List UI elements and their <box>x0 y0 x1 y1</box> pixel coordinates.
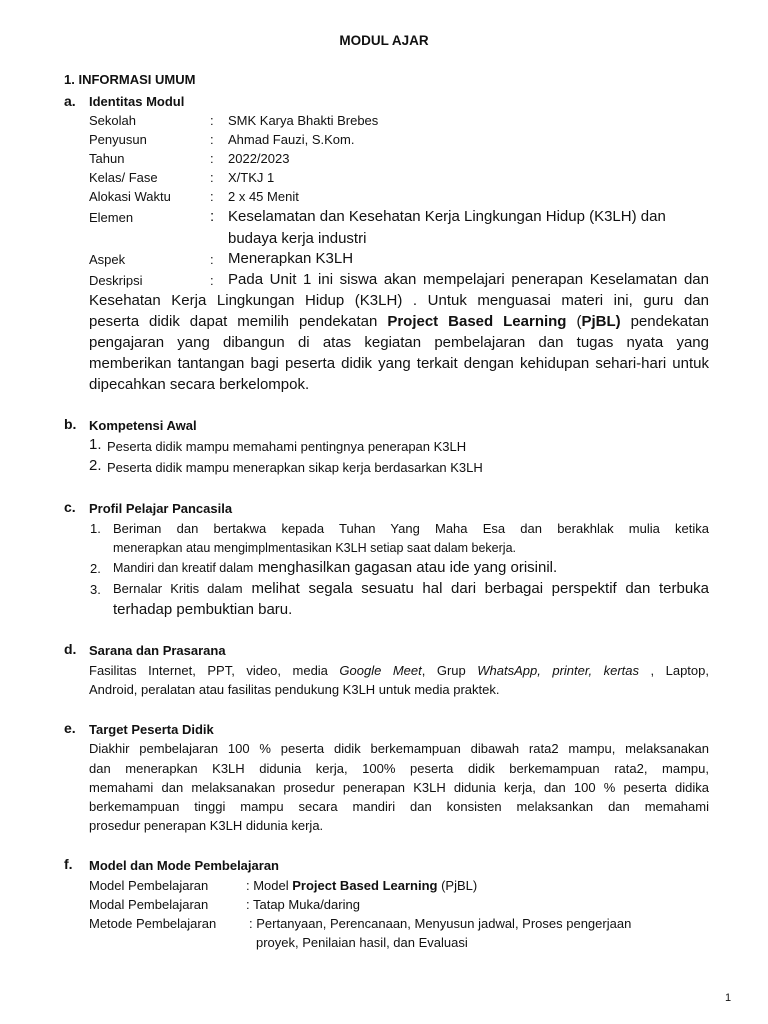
list-item-text: Mandiri dan kreatif dalam <box>113 561 254 575</box>
list-item-number: 1. <box>89 436 102 453</box>
section-a-heading: Identitas Modul <box>89 94 185 109</box>
model-label: Metode Pembelajaran <box>89 916 217 931</box>
target-line: memahami dan melaksanakan prosedur penerapan K3LH didunia kerja, dan 100 % peserta didika <box>89 780 709 795</box>
identity-value: 2022/2023 <box>228 151 290 166</box>
description-first-line: Pada Unit 1 ini siswa akan mempelajari penerapan Keselamatan dan <box>228 271 709 288</box>
identity-colon: : <box>210 132 214 147</box>
section-e-letter: e. <box>64 720 76 736</box>
list-item: Beriman dan bertakwa kepada Tuhan Yang Maha Esa dan berakhlak mulia ketika <box>113 521 709 536</box>
description-bold-text: PjBL) <box>581 313 621 330</box>
model-value-text: : Model <box>246 878 293 893</box>
target-line: Diakhir pembelajaran 100 % peserta didik berkemampuan dibawah rata2 mampu, melaksanakan <box>89 741 709 756</box>
list-item-text: Bernalar Kritis dalam <box>113 581 243 596</box>
sarana-line <box>89 663 709 678</box>
identity-colon: : <box>210 151 214 166</box>
description-line: pengajaran yang dibangun di atas kegiatan pembelajaran dan tugas nyata yang <box>89 334 709 351</box>
list-item-text: melihat segala sesuatu hal dari berbagai perspektif dan terbuka <box>251 580 710 597</box>
identity-label: Elemen <box>89 210 134 225</box>
section-b-heading: Kompetensi Awal <box>89 418 197 433</box>
identity-label: Alokasi Waktu <box>89 189 171 204</box>
identity-value: 2 x 45 Menit <box>228 189 299 204</box>
page-number: 1 <box>725 992 732 1004</box>
model-value <box>246 878 477 893</box>
description-text: pendekatan <box>630 313 709 330</box>
identity-label: Deskripsi <box>89 273 143 288</box>
identity-colon: : <box>210 252 214 267</box>
target-line: berkemampuan tinggi mampu secara mandiri dan konsisten melaksankan dan memahami <box>89 799 709 814</box>
model-value-bold: Project Based Learning <box>292 878 438 893</box>
identity-colon: : <box>210 170 214 185</box>
description-bold-text: Project Based Learning <box>387 313 567 330</box>
target-line: prosedur penerapan K3LH didunia kerja. <box>89 818 324 833</box>
section-d-heading: Sarana dan Prasarana <box>89 643 226 658</box>
list-item <box>113 580 709 598</box>
section-c-heading: Profil Pelajar Pancasila <box>89 501 233 516</box>
identity-value: Keselamatan dan Kesehatan Kerja Lingkungan Hidup (K3LH) dan <box>228 208 666 225</box>
list-item-number: 2. <box>89 457 102 474</box>
identity-label: Tahun <box>89 151 125 166</box>
identity-value: Ahmad Fauzi, S.Kom. <box>228 132 355 147</box>
list-item-number: 3. <box>90 582 101 597</box>
sarana-text: Fasilitas Internet, PPT, video, media <box>89 663 328 678</box>
section-c-letter: c. <box>64 499 76 515</box>
section-heading-informasi-umum: 1. INFORMASI UMUM <box>64 72 196 87</box>
section-a-letter: a. <box>64 93 76 109</box>
list-item-cont: terhadap pembuktian baru. <box>113 601 293 618</box>
target-line: dan menerapkan K3LH didunia kerja, 100% peserta didik berkemampuan rata2, mampu, <box>89 761 709 776</box>
section-e-heading: Target Peserta Didik <box>89 722 214 737</box>
identity-label: Sekolah <box>89 113 136 128</box>
description-line: Kesehatan Kerja Lingkungan Hidup (K3LH) . Untuk menguasai materi ini, guru dan <box>89 292 709 309</box>
list-item-number: 1. <box>90 521 101 536</box>
description-line <box>89 313 709 330</box>
model-value-cont: proyek, Penilaian hasil, dan Evaluasi <box>256 935 468 950</box>
model-value: : Tatap Muka/daring <box>246 897 360 912</box>
description-line: memberikan tantangan bagi peserta didik yang terkait dengan kehidupan sehari-hari untuk <box>89 355 709 372</box>
list-item-cont: menerapkan atau mengimplmentasikan K3LH setiap saat dalam bekerja. <box>113 541 517 555</box>
document-title: MODUL AJAR <box>339 33 429 48</box>
list-item-number: 2. <box>90 561 101 576</box>
section-f-heading: Model dan Mode Pembelajaran <box>89 858 279 873</box>
list-item: Peserta didik mampu memahami pentingnya penerapan K3LH <box>107 439 467 454</box>
model-value-text: (PjBL) <box>437 878 478 893</box>
list-item <box>113 559 557 577</box>
identity-label: Aspek <box>89 252 126 267</box>
identity-colon: : <box>210 189 214 204</box>
list-item: Peserta didik mampu menerapkan sikap kerja berdasarkan K3LH <box>107 460 483 475</box>
sarana-line: Android, peralatan atau fasilitas pendukung K3LH untuk media praktek. <box>89 682 500 697</box>
identity-colon: : <box>210 208 215 225</box>
identity-label: Penyusun <box>89 132 147 147</box>
description-line: dipecahkan secara berkelompok. <box>89 376 310 393</box>
model-label: Modal Pembelajaran <box>89 897 209 912</box>
sarana-text: , Laptop, <box>650 663 709 678</box>
identity-label: Kelas/ Fase <box>89 170 158 185</box>
sarana-italic: WhatsApp, printer, kertas <box>477 663 639 678</box>
list-item-text: menghasilkan gagasan atau ide yang orisinil. <box>257 559 558 576</box>
identity-colon: : <box>210 113 214 128</box>
sarana-text: , Grup <box>421 663 466 678</box>
sarana-italic: Google Meet <box>339 663 422 678</box>
section-f-letter: f. <box>64 856 73 872</box>
identity-value: SMK Karya Bhakti Brebes <box>228 113 379 128</box>
section-d-letter: d. <box>64 641 77 657</box>
section-b-letter: b. <box>64 416 77 432</box>
model-label: Model Pembelajaran <box>89 878 209 893</box>
identity-value: X/TKJ 1 <box>228 170 275 185</box>
model-value: : Pertanyaan, Perencanaan, Menyusun jadwal, Proses pengerjaan <box>249 916 632 931</box>
description-text: ( <box>576 313 582 330</box>
identity-colon: : <box>210 273 214 288</box>
description-text: peserta didik dapat memilih pendekatan <box>89 313 378 330</box>
identity-value: Menerapkan K3LH <box>228 250 354 267</box>
identity-value-cont: budaya kerja industri <box>228 230 367 247</box>
